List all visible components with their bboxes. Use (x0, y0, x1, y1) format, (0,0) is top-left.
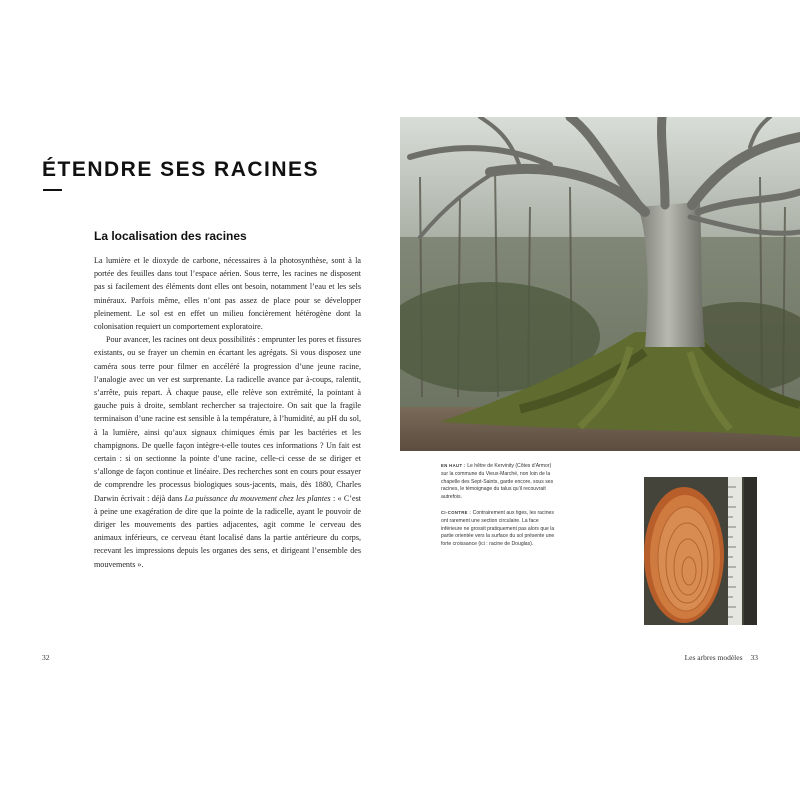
caption-side-label: CI-CONTRE : (441, 509, 472, 515)
section-heading: La localisation des racines (94, 229, 247, 243)
caption-top-text: Le hêtre de Kervinity (Côtes d’Armor) sur la commune du Vieux-Marché, non loin de la chapelle des Sept-Saints, garde encore, sous ses racines, le témoignage du talus qu’il recouvrait autrefois. (441, 463, 554, 501)
book-title: La puissance du mouvement chez les plantes (184, 493, 331, 503)
footer-book-title: Les arbres modèles (684, 653, 743, 662)
page-number-right: 33 (750, 653, 758, 662)
chapter-title: ÉTENDRE SES RACINES (42, 158, 320, 181)
root-section-photo (644, 477, 757, 625)
running-footer (685, 653, 758, 662)
caption-side (441, 509, 559, 549)
body-text (94, 254, 361, 571)
beech-tree-photo (400, 117, 800, 451)
darwin-quote: : « C’est à peine une exagération de dire que la pointe de la radicelle, ayant le pouvoir de diriger les mouvements des parties adjacentes, agit comme le cerveau des animaux inférieurs, ce cerveau étant localisé dans la partie antérieure du corps, recevant les impressions depuis les organes des sens, et dirigeant l’ensemble des mouvements ». (94, 493, 361, 569)
caption-side-text: Contrairement aux tiges, les racines ont rarement une section circulaire. La face inférieure ne grossit pratiquement pas alors que la partie orientée vers la surface du sol présente une forte croissance (ici : racine de Douglas). (441, 509, 555, 548)
root-section-illustration (644, 477, 757, 625)
photo-captions (441, 462, 559, 549)
caption-top-label: EN HAUT : (441, 463, 466, 468)
caption-top (441, 462, 559, 502)
title-rule (43, 189, 62, 191)
beech-tree-illustration (400, 117, 800, 451)
paragraph-2 (94, 333, 361, 571)
paragraph-2-text: Pour avancer, les racines ont deux possibilités : emprunter les pores et fissures existants, ou se frayer un chemin en écartant les agrégats. Si vous disposez une caméra sous terre pour filmer en accéléré la progression d’une jeune racine, l’analogie avec un ver est surprenante. La radicelle avance par à-coups, ralentit, s’arrête, puis repart. À chaque pause, elle relève son extrémité, la pointant à gauche puis à droite, semblant rechercher sa trajectoire. On sait que la fragile terminaison d’une racine est sensible à la température, à l’humidité, au pH du sol, à la lumière, ainsi qu’aux signaux chimiques émis par les bactéries et les champignons. De quelle façon intègre-t-elle toutes ces informations ? Un fait est certain : si on sectionne la pointe d’une racine, celle-ci cesse de se diriger et s’allonge de façon continue et linéaire. Des recherches sont en cours pour essayer de comprendre les processus biologiques sous-jacents, mais, dès 1880, Charles Darwin écrivait : déjà dans (94, 335, 361, 503)
paragraph-1: La lumière et le dioxyde de carbone, nécessaires à la photosynthèse, sont à la portée des feuilles dans tout l’espace aérien. Sous terre, les racines ne disposent pas si facilement des éléments dont elles ont besoin, notamment l’eau et les sels minéraux. Parfois même, elles n’ont pas assez de place pour se développer pleinement. Le sol est en effet un milieu foncièrement hétérogène dont la colonisation requiert un comportement exploratoire. (94, 256, 361, 332)
page-number-left: 32 (42, 653, 50, 662)
